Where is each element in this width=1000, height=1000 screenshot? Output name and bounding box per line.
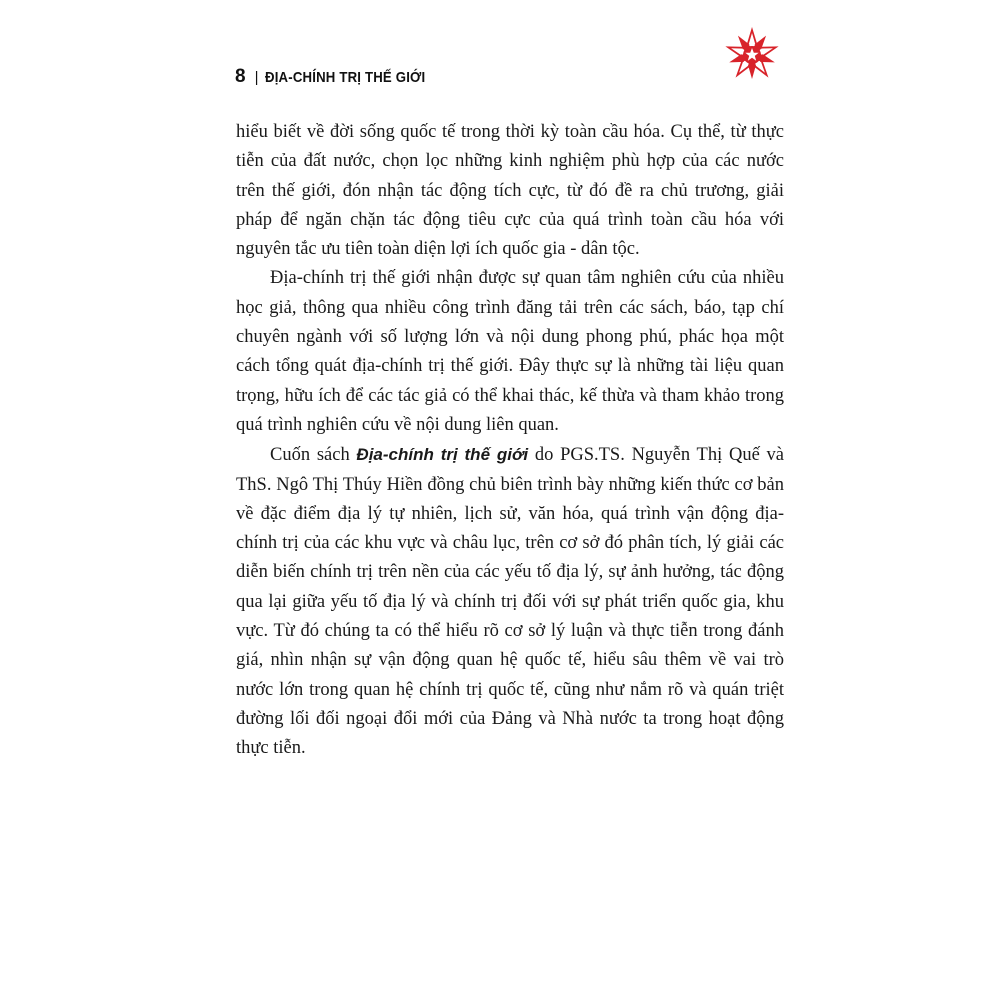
page-body — [236, 118, 784, 764]
book-title-emphasis: Địa-chính trị thế giới — [356, 445, 529, 465]
header-separator: | — [254, 69, 259, 86]
paragraph — [236, 440, 784, 763]
book-title-header: ĐỊA-CHÍNH TRỊ THẾ GIỚI — [265, 69, 426, 86]
star-flower-emblem-icon — [722, 25, 782, 85]
page-number: 8 — [235, 66, 246, 87]
running-header — [235, 66, 448, 88]
paragraph: hiểu biết về đời sống quốc tế trong thời kỳ toàn cầu hóa. Cụ thể, từ thực tiễn của đất nước, chọn lọc những kinh nghiệm phù hợp của các nước trên thế giới, đón nhận tác động tích cực, từ đó đề ra chủ trương, giải pháp để ngăn chặn tác động tiêu cực của quá trình toàn cầu hóa với nguyên tắc ưu tiên toàn diện lợi ích quốc gia - dân tộc. — [236, 122, 784, 260]
paragraph-text: do PGS.TS. Nguyễn Thị Quế và ThS. Ngô Thị Thúy Hiền đồng chủ biên trình bày những kiến thức cơ bản về đặc điểm địa lý tự nhiên, lịch sử, văn hóa, quá trình vận động địa-chính trị của các khu vực và châu lục, trên cơ sở đó phân tích, lý giải các diễn biến chính trị trên nền của các yếu tố địa lý, sự ảnh hưởng, tác động qua lại giữa yếu tố địa lý và chính trị đối với sự phát triển quốc gia, khu vực. Từ đó chúng ta có thể hiểu rõ cơ sở lý luận và thực tiễn trong đánh giá, nhìn nhận sự vận động quan hệ quốc tế, hiểu sâu thêm về vai trò nước lớn trong quan hệ chính trị quốc tế, cũng như nắm rõ và quán triệt đường lối đối ngoại đổi mới của Đảng và Nhà nước ta trong hoạt động thực tiễn. — [236, 445, 784, 759]
paragraph: Địa-chính trị thế giới nhận được sự quan tâm nghiên cứu của nhiều học giả, thông qua nhiều công trình đăng tải trên các sách, báo, tạp chí chuyên ngành với số lượng lớn và nội dung phong phú, phác họa một cách tổng quát địa-chính trị thế giới. Đây thực sự là những tài liệu quan trọng, hữu ích để các tác giả có thể khai thác, kế thừa và tham khảo trong quá trình nghiên cứu về nội dung liên quan. — [236, 268, 784, 435]
paragraph-lead: Cuốn sách — [270, 445, 357, 466]
